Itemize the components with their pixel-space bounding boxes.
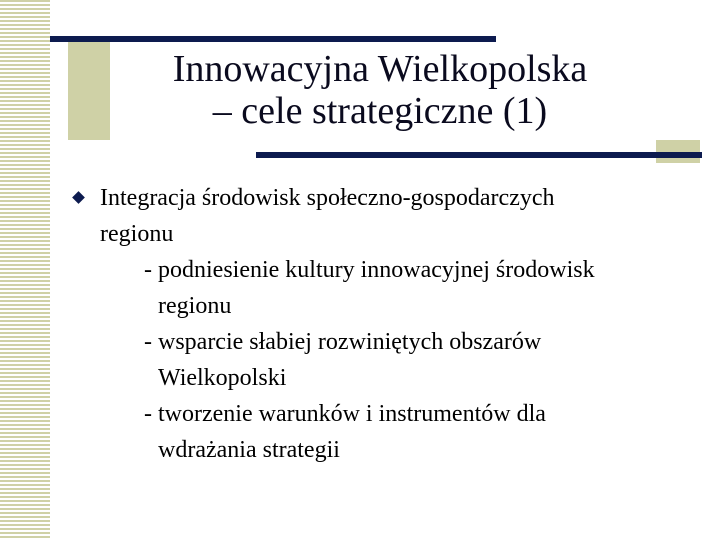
sub-item-line-1: - podniesienie kultury innowacyjnej środowisk [144, 257, 595, 283]
stripes-divider [50, 0, 53, 540]
title-line-2: – cele strategiczne (1) [212, 90, 548, 132]
sub-item-line-1: - tworzenie warunków i instrumentów dla [144, 401, 546, 427]
title-rule-bottom [256, 152, 702, 158]
sub-item [68, 324, 698, 396]
sub-item-line-2: wdrażania strategii [158, 437, 340, 463]
sub-item [68, 396, 698, 468]
bullet-text-line-2: regionu [100, 221, 174, 247]
title-rule-top [50, 36, 496, 42]
slide-body [68, 180, 698, 468]
title-line-1: Innowacyjna Wielkopolska [172, 48, 588, 90]
diamond-bullet-icon [72, 191, 85, 204]
sub-item [68, 252, 698, 324]
decorative-stripes [0, 0, 50, 540]
bullet-item [68, 180, 698, 252]
slide-title [120, 48, 640, 132]
sub-item-line-2: Wielkopolski [158, 365, 287, 391]
sub-item-line-2: regionu [158, 293, 232, 319]
sub-item-line-1: - wsparcie słabiej rozwiniętych obszarów [144, 329, 542, 355]
bullet-text-line-1: Integracja środowisk społeczno-gospodarczych [100, 185, 555, 211]
title-decor-block [68, 40, 110, 140]
